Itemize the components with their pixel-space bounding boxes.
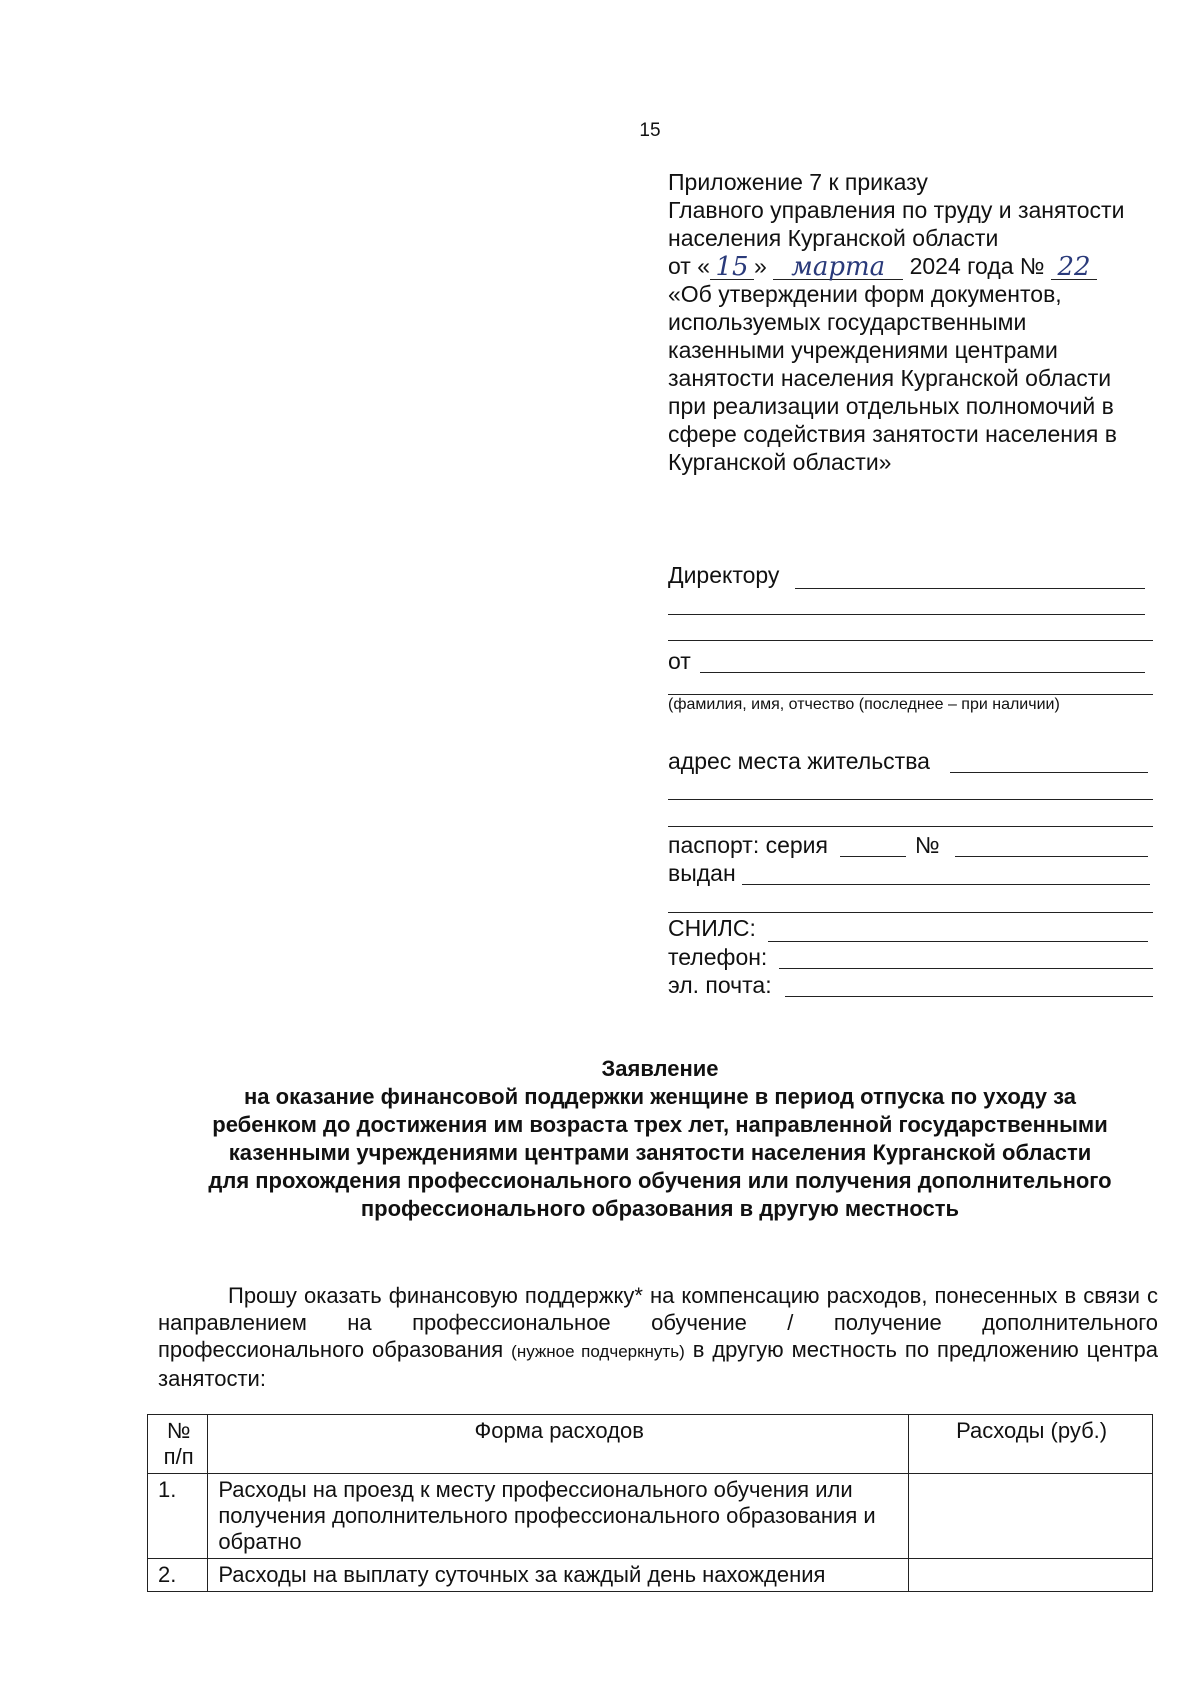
director-label: Директору [668, 562, 780, 588]
handwritten-day: 15 [710, 253, 754, 280]
expenses-table [147, 1414, 1153, 1592]
appendix-title-line: используемых государственными [668, 309, 1027, 335]
issued-label: выдан [668, 860, 736, 886]
date-mid: » [754, 253, 767, 279]
appendix-title-line: Курганской области» [668, 449, 892, 475]
address-field-line-2[interactable] [668, 799, 1153, 800]
table-row [148, 1474, 1153, 1559]
table-row [148, 1559, 1153, 1592]
header-expense-amount: Расходы (руб.) [909, 1415, 1153, 1474]
subtitle-line: для прохождения профессионального обучения или получения дополнительного [208, 1168, 1112, 1193]
from-field[interactable] [700, 672, 1145, 673]
request-paragraph [158, 1282, 1158, 1392]
from-field-line-2[interactable] [668, 694, 1153, 695]
issued-field[interactable] [742, 884, 1150, 885]
appendix-line-2: Главного управления по труду и занятости [668, 197, 1125, 223]
appendix-title-line: занятости населения Курганской области [668, 365, 1112, 391]
date-prefix: от « [668, 253, 711, 279]
snils-label: СНИЛС: [668, 915, 756, 941]
appendix-title-line: казенными учреждениями центрами [668, 337, 1058, 363]
director-field-line-2[interactable] [668, 614, 1145, 615]
request-text-part-2: в другую местность по предложению центра занятости: [158, 1337, 1158, 1391]
subtitle-line: ребенком до достижения им возраста трех лет, направленной государственными [212, 1112, 1108, 1137]
date-year: 2024 года № [909, 253, 1045, 279]
passport-series-label: паспорт: серия [668, 832, 828, 858]
address-field[interactable] [950, 772, 1148, 773]
phone-field[interactable] [779, 968, 1153, 969]
phone-label: телефон: [668, 944, 768, 970]
passport-number-field[interactable] [955, 856, 1148, 857]
row-expense-amount[interactable] [909, 1559, 1153, 1592]
snils-field[interactable] [768, 941, 1148, 942]
address-label: адрес места жительства [668, 748, 930, 774]
row-expense-form: Расходы на выплату суточных за каждый день нахождения [208, 1559, 909, 1592]
appendix-title-line: при реализации отдельных полномочий в [668, 393, 1114, 419]
handwritten-order-number: 22 [1051, 253, 1097, 280]
handwritten-month: марта [773, 253, 903, 280]
row-expense-amount[interactable] [909, 1474, 1153, 1559]
request-text-part-1: Прошу оказать финансовую поддержку* на компенсацию расходов, понесенных в связи с направлением на профессиональное обучение / получение дополнительного профессионального образования [158, 1283, 1158, 1362]
address-field-line-3[interactable] [668, 826, 1153, 827]
table-header-row [148, 1415, 1153, 1474]
email-field[interactable] [785, 996, 1153, 997]
page-number: 15 [639, 120, 661, 141]
director-field[interactable] [795, 588, 1145, 589]
appendix-line-3: населения Курганской области [668, 225, 999, 251]
choose-note: (нужное подчеркнуть) [511, 1342, 685, 1361]
row-expense-form: Расходы на проезд к месту профессионального обучения или получения дополнительного профессионального образования и обратно [208, 1474, 909, 1559]
fio-caption: (фамилия, имя, отчество (последнее – при наличии) [668, 696, 1060, 713]
row-number: 2. [148, 1559, 208, 1592]
row-number: 1. [148, 1474, 208, 1559]
subtitle-line: на оказание финансовой поддержки женщине в период отпуска по уходу за [244, 1084, 1076, 1109]
passport-number-label: № [915, 832, 940, 858]
appendix-title-line: сфере содействия занятости населения в [668, 421, 1117, 447]
from-label: от [668, 648, 691, 674]
appendix-title-line: «Об утверждении форм документов, [668, 281, 1062, 307]
appendix-line-1: Приложение 7 к приказу [668, 169, 928, 195]
appendix-date-line [668, 252, 1097, 280]
director-field-line-3[interactable] [668, 640, 1153, 641]
document-subtitle [130, 1083, 1190, 1223]
issued-field-line-2[interactable] [668, 912, 1153, 913]
subtitle-line: профессионального образования в другую местность [360, 1196, 960, 1221]
passport-series-field[interactable] [840, 856, 906, 857]
subtitle-line: казенными учреждениями центрами занятости населения Курганской области [228, 1140, 1092, 1165]
header-number: № п/п [148, 1415, 208, 1474]
document-title: Заявление [601, 1056, 719, 1081]
email-label: эл. почта: [668, 972, 772, 998]
header-expense-form: Форма расходов [208, 1415, 909, 1474]
